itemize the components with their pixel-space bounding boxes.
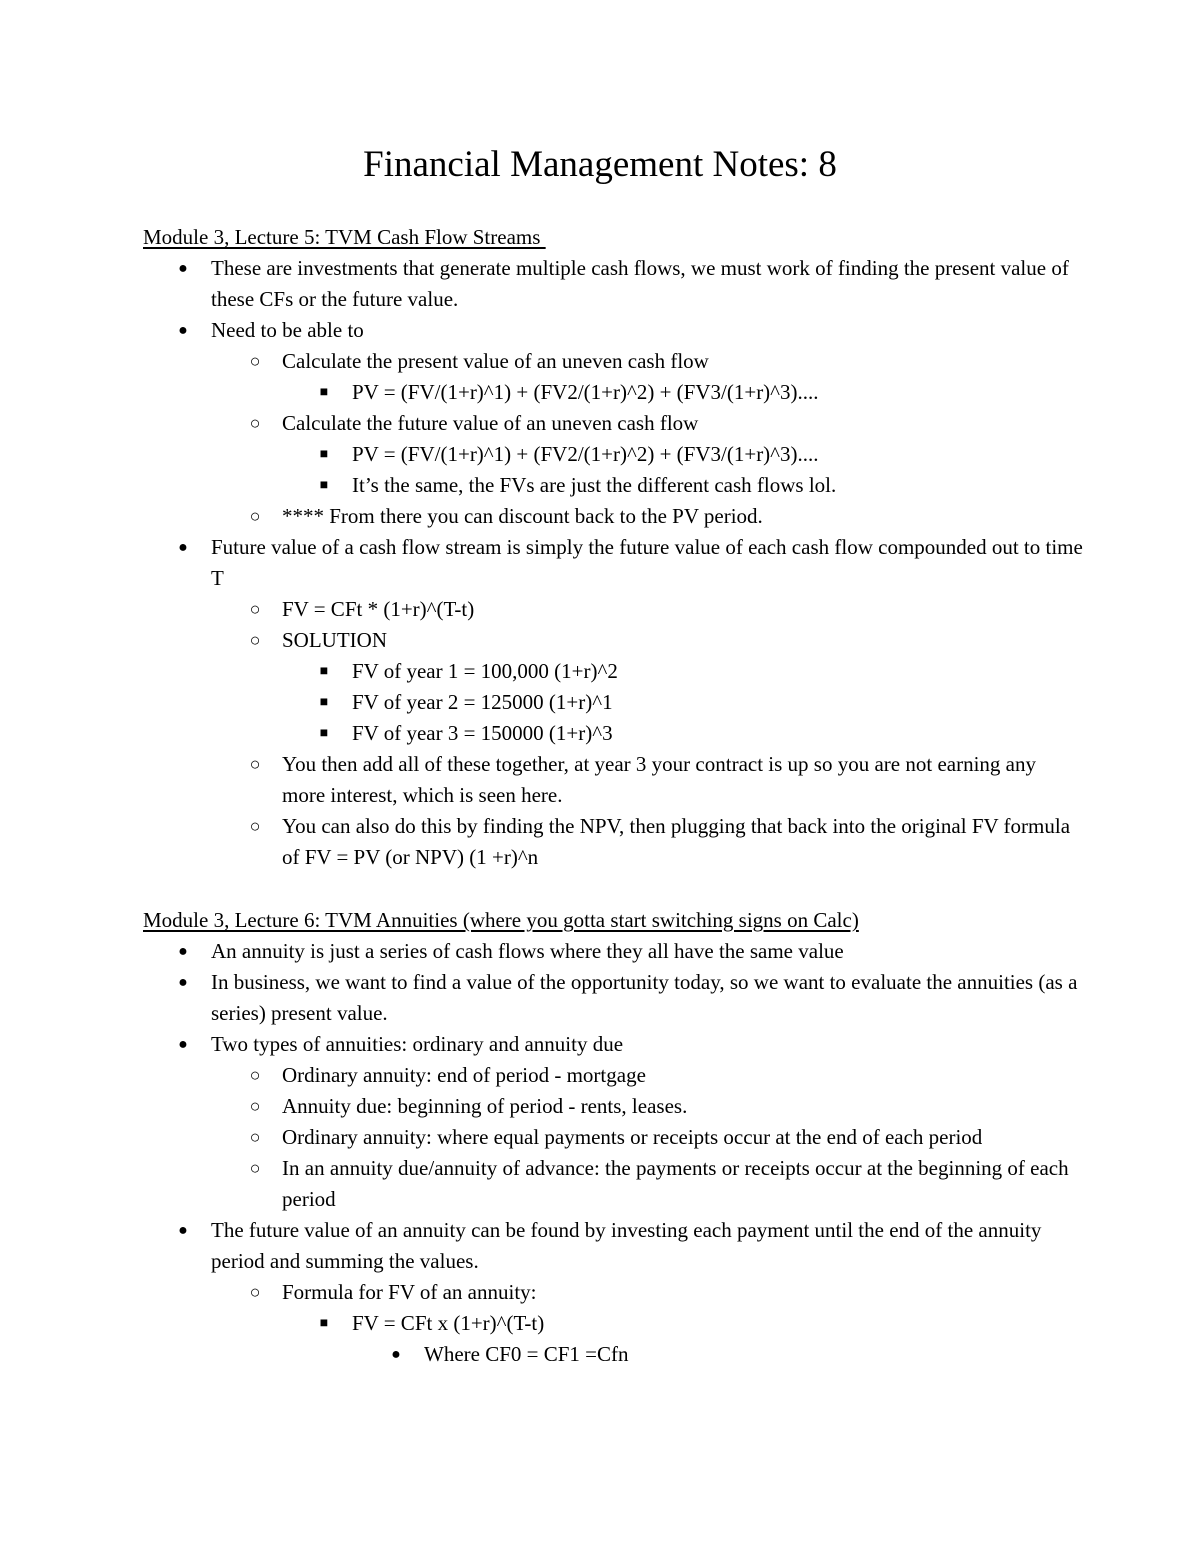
list-item: [143, 532, 1083, 594]
hollow-circle-bullet-icon: ○: [249, 1065, 261, 1085]
list-item-text: Ordinary annuity: end of period - mortgage: [282, 1063, 646, 1087]
list-item-text: In business, we want to find a value of the opportunity today, so we want to evaluate the annuities (as a series) present value.: [211, 970, 1078, 1025]
list-item-text: These are investments that generate multiple cash flows, we must work of finding the present value of these CFs or the future value.: [211, 256, 1069, 311]
square-bullet-icon: ■: [319, 726, 329, 741]
list-item: [143, 253, 1083, 315]
hollow-circle-bullet-icon: ○: [249, 816, 261, 836]
list-item: [143, 470, 1083, 501]
list-item: [143, 687, 1083, 718]
hollow-circle-bullet-icon: ○: [249, 506, 261, 526]
page-title: Financial Management Notes: 8: [363, 144, 837, 185]
hollow-circle-bullet-icon: ○: [249, 1127, 261, 1147]
list-item-text: The future value of an annuity can be found by investing each payment until the end of the annuity period and summing the values.: [211, 1218, 1042, 1273]
list-item-text: You can also do this by finding the NPV, then plugging that back into the original FV formula of FV = PV (or NPV) (1 +r)^n: [282, 814, 1071, 869]
list-item: [143, 315, 1083, 346]
square-bullet-icon: ■: [319, 447, 329, 462]
list-item: [143, 1029, 1083, 1060]
list-item: [143, 811, 1083, 873]
list-item-text: Formula for FV of an annuity:: [282, 1280, 537, 1304]
hollow-circle-bullet-icon: ○: [249, 1096, 261, 1116]
hollow-circle-bullet-icon: ○: [249, 1282, 261, 1302]
list-item: [143, 936, 1083, 967]
filled-circle-bullet-icon: ●: [178, 1036, 188, 1053]
list-item-text: You then add all of these together, at year 3 your contract is up so you are not earning any more interest, which is seen here.: [282, 752, 1036, 807]
list-item-text: An annuity is just a series of cash flows where they all have the same value: [211, 939, 844, 963]
list-item-text: **** From there you can discount back to the PV period.: [282, 504, 763, 528]
list-item: [143, 1215, 1083, 1277]
list-item-text: Calculate the future value of an uneven cash flow: [282, 411, 699, 435]
filled-circle-bullet-icon: ●: [178, 1222, 188, 1239]
square-bullet-icon: ■: [319, 478, 329, 493]
list-item: [143, 377, 1083, 408]
list-item: [143, 749, 1083, 811]
section-heading: Module 3, Lecture 6: TVM Annuities (where you gotta start switching signs on Calc): [143, 908, 859, 932]
list-item: [143, 656, 1083, 687]
list-item-text: FV of year 1 = 100,000 (1+r)^2: [352, 659, 618, 683]
filled-circle-bullet-icon: ●: [391, 1346, 401, 1363]
hollow-circle-bullet-icon: ○: [249, 754, 261, 774]
list-item: [143, 1339, 1083, 1370]
hollow-circle-bullet-icon: ○: [249, 630, 261, 650]
list-item: [143, 1277, 1083, 1308]
list-item: [143, 501, 1083, 532]
section-heading: Module 3, Lecture 5: TVM Cash Flow Streams: [143, 225, 546, 249]
list-item-text: FV = CFt x (1+r)^(T-t): [352, 1311, 545, 1335]
list-item: [143, 1308, 1083, 1339]
list-item: [143, 1153, 1083, 1215]
list-item-text: SOLUTION: [282, 628, 387, 652]
filled-circle-bullet-icon: ●: [178, 974, 188, 991]
list-item: [143, 718, 1083, 749]
filled-circle-bullet-icon: ●: [178, 539, 188, 556]
list-item: [143, 1122, 1083, 1153]
list-item: [143, 346, 1083, 377]
list-item-text: FV = CFt * (1+r)^(T-t): [282, 597, 475, 621]
list-item-text: Two types of annuities: ordinary and annuity due: [211, 1032, 624, 1056]
bullet-list: [143, 936, 1083, 1370]
list-item: [143, 967, 1083, 1029]
list-item-text: In an annuity due/annuity of advance: the payments or receipts occur at the beginning of each period: [282, 1156, 1069, 1211]
square-bullet-icon: ■: [319, 1316, 329, 1331]
list-item-text: FV of year 3 = 150000 (1+r)^3: [352, 721, 613, 745]
square-bullet-icon: ■: [319, 385, 329, 400]
list-item: [143, 408, 1083, 439]
list-item-text: Need to be able to: [211, 318, 364, 342]
square-bullet-icon: ■: [319, 695, 329, 710]
hollow-circle-bullet-icon: ○: [249, 599, 261, 619]
section-lecture-5: [143, 222, 1083, 873]
list-item-text: Where CF0 = CF1 =Cfn: [424, 1342, 629, 1366]
hollow-circle-bullet-icon: ○: [249, 351, 261, 371]
list-item-text: Annuity due: beginning of period - rents, leases.: [282, 1094, 688, 1118]
section-lecture-6: [143, 905, 1083, 1370]
square-bullet-icon: ■: [319, 664, 329, 679]
list-item: [143, 439, 1083, 470]
list-item-text: Ordinary annuity: where equal payments or receipts occur at the end of each period: [282, 1125, 983, 1149]
list-item: [143, 625, 1083, 656]
filled-circle-bullet-icon: ●: [178, 943, 188, 960]
list-item: [143, 1091, 1083, 1122]
list-item-text: Future value of a cash flow stream is simply the future value of each cash flow compounded out to time T: [211, 535, 1083, 590]
list-item-text: Calculate the present value of an uneven cash flow: [282, 349, 709, 373]
list-item: [143, 1060, 1083, 1091]
hollow-circle-bullet-icon: ○: [249, 1158, 261, 1178]
list-item-text: PV = (FV/(1+r)^1) + (FV2/(1+r)^2) + (FV3/(1+r)^3)....: [352, 442, 819, 466]
filled-circle-bullet-icon: ●: [178, 260, 188, 277]
list-item-text: PV = (FV/(1+r)^1) + (FV2/(1+r)^2) + (FV3/(1+r)^3)....: [352, 380, 819, 404]
filled-circle-bullet-icon: ●: [178, 322, 188, 339]
bullet-list: [143, 253, 1083, 873]
hollow-circle-bullet-icon: ○: [249, 413, 261, 433]
list-item-text: FV of year 2 = 125000 (1+r)^1: [352, 690, 613, 714]
list-item: [143, 594, 1083, 625]
list-item-text: It’s the same, the FVs are just the different cash flows lol.: [352, 473, 837, 497]
